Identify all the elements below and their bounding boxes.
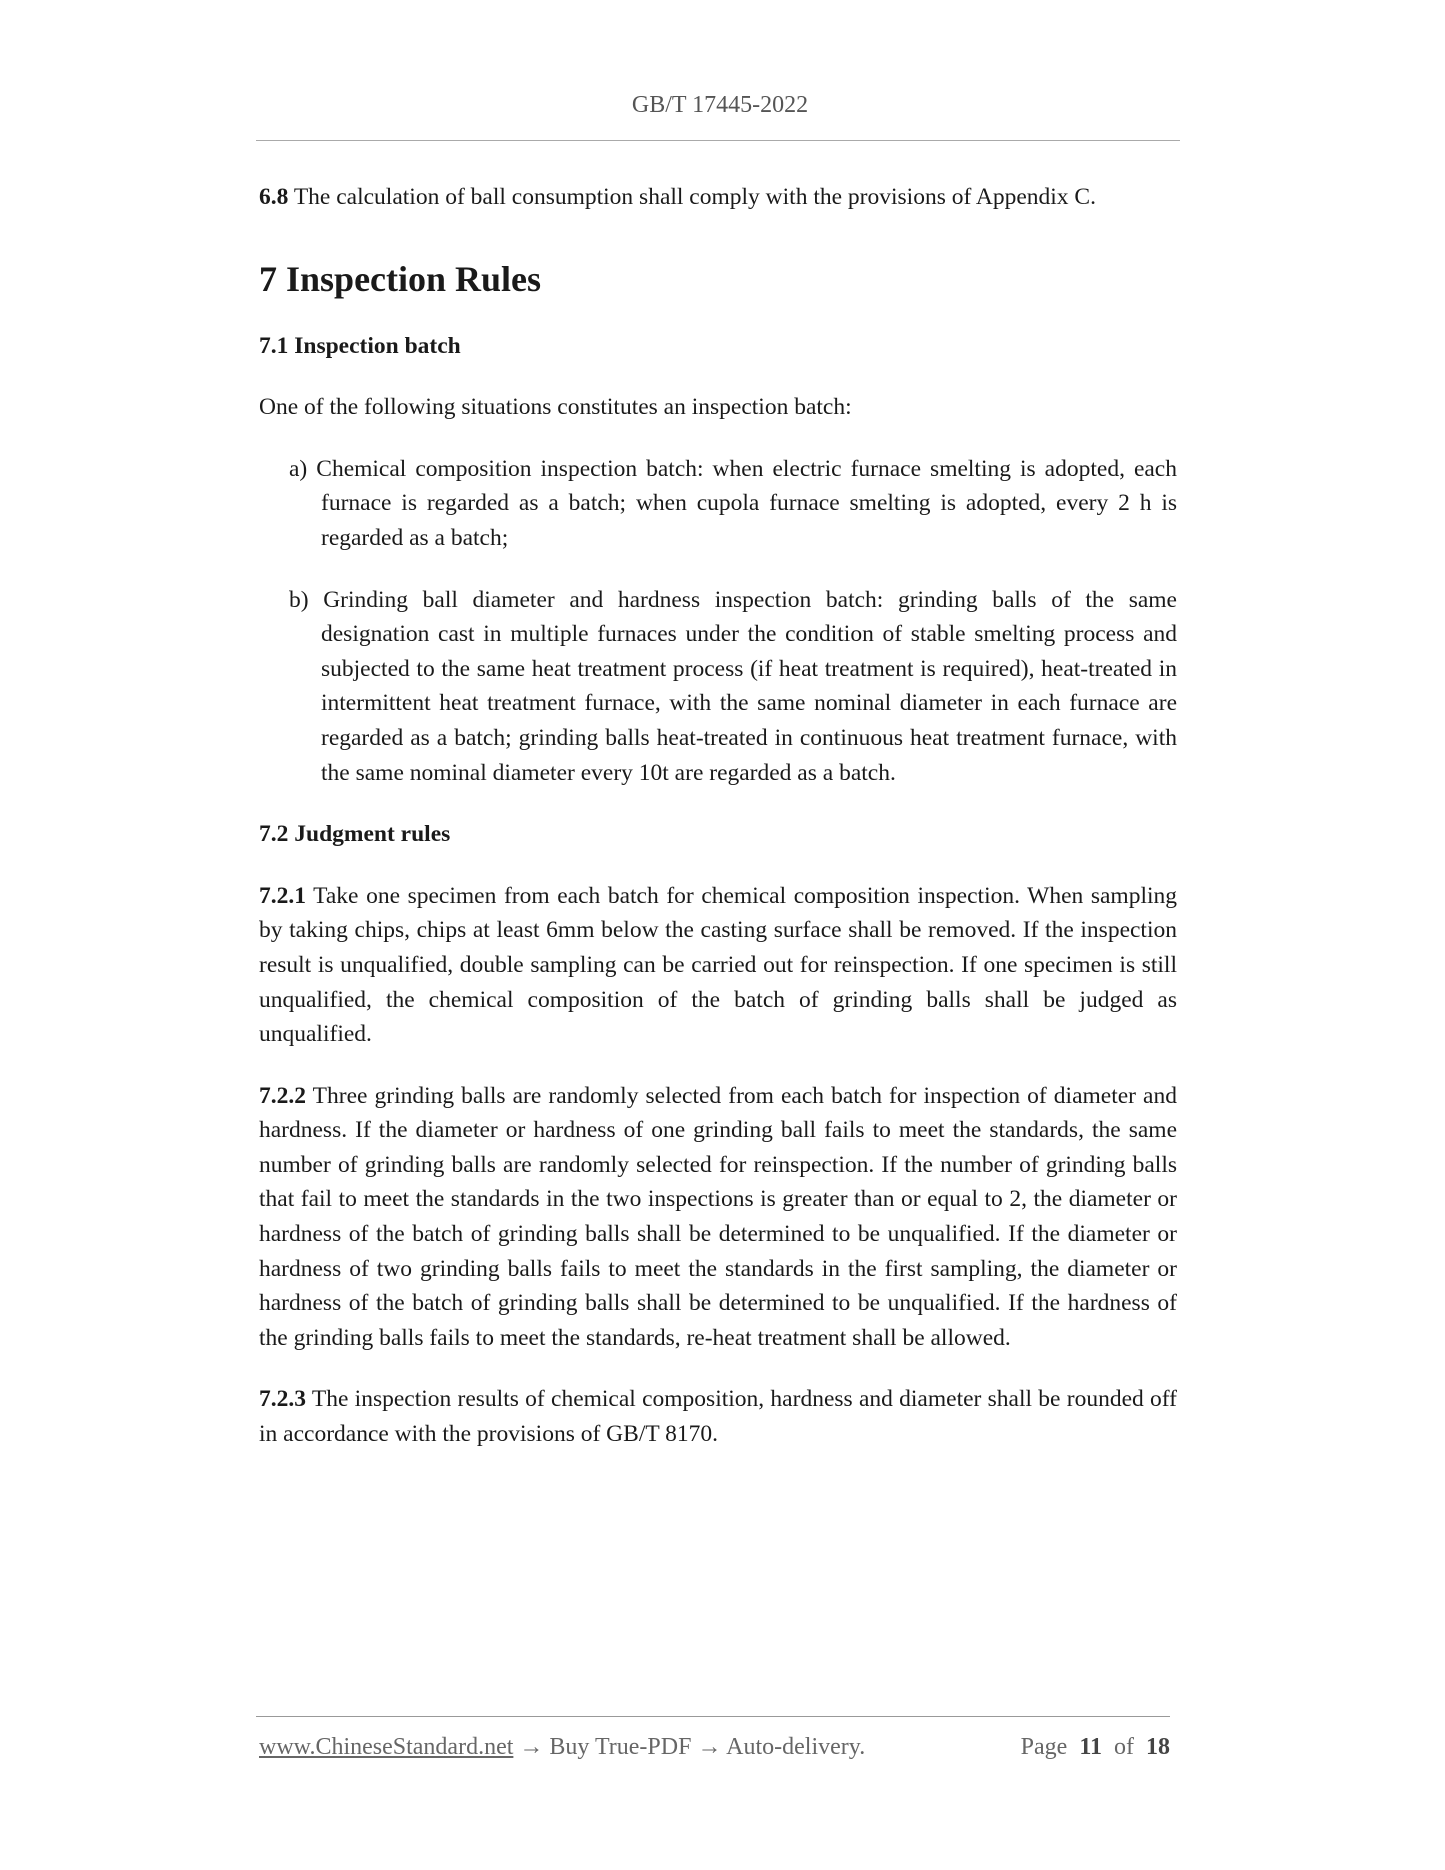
clause-text: Take one specimen from each batch for chemical composition inspection. When sampling by taking chips, chips at least 6mm below the casting surface shall be removed. If the inspection result is unqualified, double sampling can be carried out for reinspection. If one specimen is still unqualified, the chemical composition of the batch of grinding balls shall be judged as unqualified. — [259, 882, 1177, 1048]
footer-divider — [256, 1716, 1170, 1717]
section-7-heading: 7 Inspection Rules — [259, 258, 542, 299]
clause-text: Three grinding balls are randomly selected from each batch for inspection of diameter and hardness. If the diameter or hardness of one grinding ball fails to meet the standards, the same number of grinding balls are randomly selected for reinspection. If the number of grinding balls that fail to meet the standards in the two inspections is greater than or equal to 2, the diameter or hardness of the batch of grinding balls shall be determined to be unqualified. If the diameter or hardness of two grinding balls fails to meet the standards in the first sampling, the diameter or hardness of the batch of grinding balls shall be determined to be unqualified. If the hardness of the grinding balls fails to meet the standards, re-heat treatment shall be allowed. — [259, 1082, 1177, 1351]
page-label: Page — [1020, 1734, 1068, 1760]
buy-pdf-text: Buy True-PDF — [549, 1734, 692, 1760]
auto-delivery-text: Auto-delivery. — [726, 1734, 866, 1760]
header-divider — [256, 140, 1180, 141]
arrow-right-icon: → — [513, 1734, 550, 1760]
list-item-b: b) Grinding ball diameter and hardness inspection batch: grinding balls of the same designation cast in multiple furnaces under the condition of stable smelting process and subjected to the same heat treatment process (if heat treatment is required), heat-treated in intermittent heat treatment furnace, with the same nominal diameter in each furnace are regarded as a batch; grinding balls heat-treated in continuous heat treatment furnace, with the same nominal diameter every 10t are regarded as a batch. — [289, 586, 1177, 786]
page-number — [1021, 1734, 1170, 1761]
clause-6-8 — [259, 180, 1177, 215]
clause-number: 7.2.2 — [259, 1082, 306, 1109]
footer-promo — [259, 1734, 865, 1761]
inspection-batch-intro: One of the following situations constitutes an inspection batch: — [259, 394, 852, 421]
page-current: 11 — [1079, 1734, 1102, 1760]
arrow-right-icon: → — [691, 1734, 727, 1760]
subsection-7-2-heading: 7.2 Judgment rules — [259, 821, 451, 848]
clause-7-2-2 — [259, 1079, 1177, 1356]
clause-number: 7.2.3 — [259, 1386, 306, 1413]
clause-text: The inspection results of chemical composition, hardness and diameter shall be rounded off in accordance with the provisions of GB/T 8170. — [259, 1386, 1177, 1448]
clause-number: 7.2.1 — [259, 882, 306, 909]
subsection-7-1-heading: 7.1 Inspection batch — [259, 332, 461, 359]
clause-7-2-3 — [259, 1382, 1177, 1451]
page-total: 18 — [1146, 1734, 1170, 1760]
clause-7-2-1 — [259, 879, 1177, 1052]
page-header-title: GB/T 17445-2022 — [631, 92, 809, 118]
clause-text: The calculation of ball consumption shall comply with the provisions of Appendix C. — [288, 184, 1096, 210]
list-item-a: a) Chemical composition inspection batch: when electric furnace smelting is adopted, each furnace is regarded as a batch; when cupola furnace smelting is adopted, every 2 h is regarded as a batch; — [289, 455, 1177, 551]
website-link[interactable]: www.ChineseStandard.net — [259, 1734, 514, 1760]
page-of-label: of — [1114, 1734, 1134, 1760]
clause-number: 6.8 — [259, 184, 289, 210]
document-body — [259, 180, 1177, 1479]
